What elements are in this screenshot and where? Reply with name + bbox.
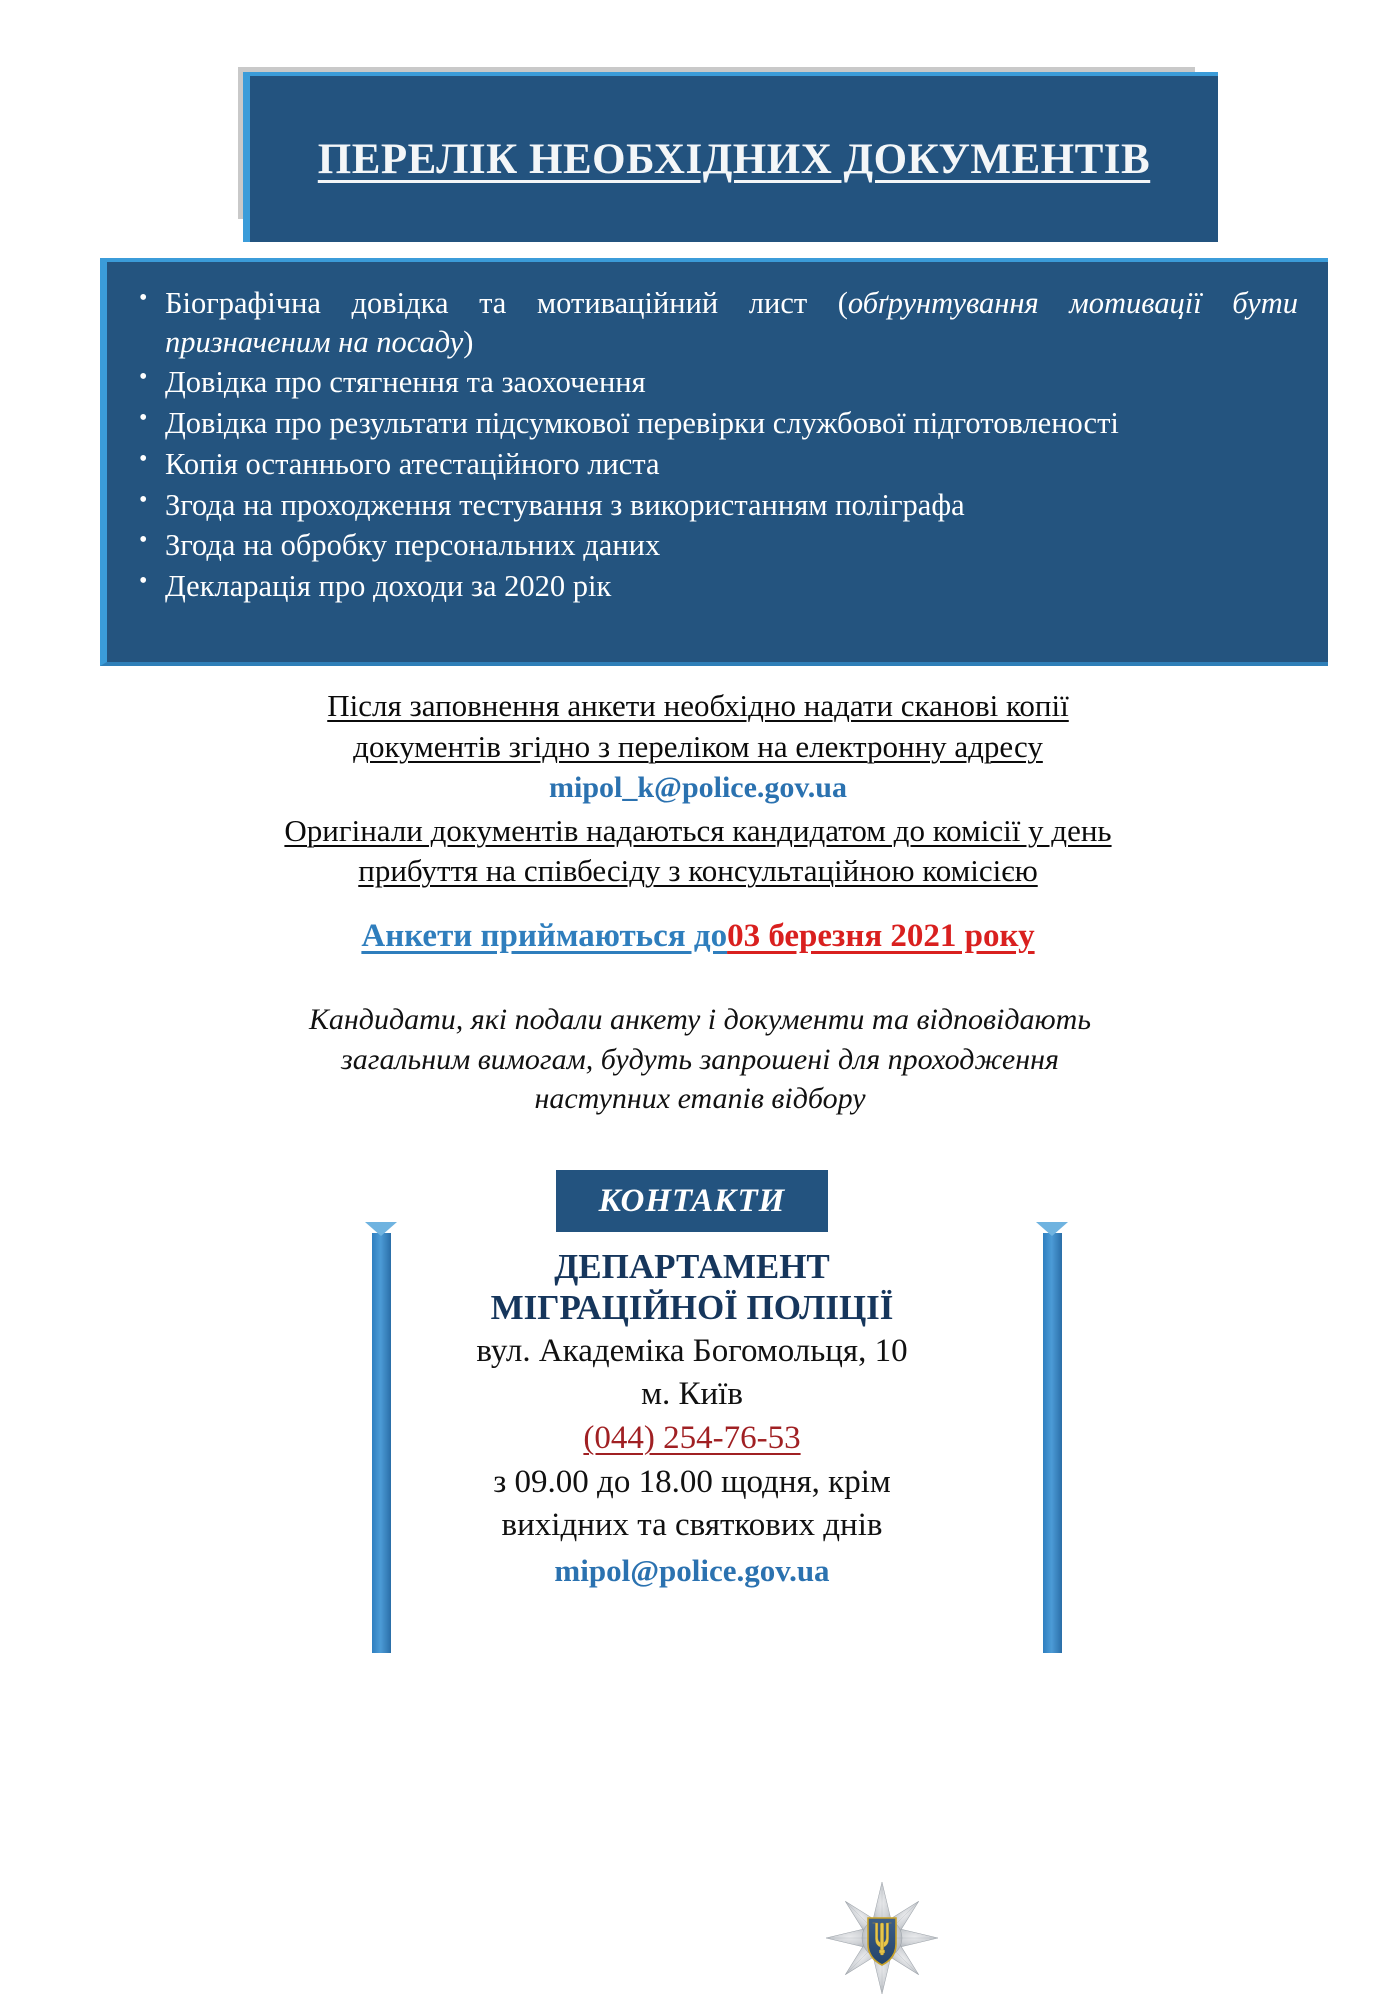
contact-city: м. Київ	[641, 1375, 743, 1412]
submission-instructions	[128, 686, 1268, 892]
note-line-3: наступних етапів відбору	[534, 1082, 866, 1116]
department-line-2: МІГРАЦІЙНОЇ ПОЛІЦІЇ	[490, 1288, 894, 1328]
document-item-text: Згода на обробку персональних даних	[165, 528, 661, 563]
candidates-note	[150, 1000, 1250, 1119]
contacts-section	[0, 1170, 1384, 1592]
originals-line-1: Оригінали документів надаються кандидатом до комісії у день	[284, 812, 1112, 848]
submission-line-2: документів згідно з переліком на електронну адресу	[353, 728, 1043, 764]
list-item	[127, 486, 1298, 525]
list-item	[127, 284, 1298, 361]
document-item-text: Довідка про стягнення та заохочення	[165, 365, 646, 400]
required-documents-list	[127, 284, 1298, 606]
department-name	[0, 1246, 1384, 1329]
contact-hours-line-1: з 09.00 до 18.00 щодня, крім	[493, 1463, 891, 1500]
contact-email-link[interactable]: mipol@police.gov.ua	[554, 1553, 830, 1589]
contact-address: вул. Академіка Богомольця, 10	[476, 1332, 908, 1369]
page-title-banner	[243, 72, 1218, 242]
originals-line-2: прибуття на співбесіду з консультаційною комісією	[358, 853, 1038, 889]
contact-hours-line-2: вихідних та святкових днів	[501, 1507, 883, 1544]
police-emblem	[822, 1878, 942, 1998]
list-item	[127, 363, 1298, 402]
list-item	[127, 567, 1298, 606]
submission-line-1: Після заповнення анкети необхідно надати сканові копії	[327, 688, 1069, 723]
list-item	[127, 445, 1298, 484]
document-item-text: Довідка про результати підсумкової перевірки службової підготовленості	[165, 406, 1119, 441]
national-police-emblem-icon	[822, 1878, 942, 1998]
list-item	[127, 526, 1298, 565]
document-item-tail: )	[463, 324, 474, 359]
contact-phone[interactable]: (044) 254-76-53	[583, 1420, 801, 1457]
note-line-2: загальним вимогам, будуть запрошені для проходження	[341, 1042, 1059, 1076]
required-documents-box	[100, 258, 1328, 666]
document-item-text: Біографічна довідка та мотиваційний лист (	[165, 286, 848, 320]
contacts-badge	[556, 1170, 828, 1232]
list-item	[127, 404, 1298, 443]
contacts-badge-label: КОНТАКТИ	[598, 1182, 786, 1219]
deadline-prefix: Анкети приймаються до	[361, 918, 728, 954]
submission-email-link[interactable]: mipol_k@police.gov.ua	[549, 771, 847, 805]
page-title: ПЕРЕЛІК НЕОБХІДНИХ ДОКУМЕНТІВ	[317, 135, 1151, 183]
application-deadline	[128, 915, 1268, 958]
document-item-emphasis: обґрунтування мотивації бути призначеним на посаду	[165, 286, 1298, 359]
document-item-text: Згода на проходження тестування з використанням поліграфа	[165, 487, 965, 522]
document-item-text: Копія останнього атестаційного листа	[165, 446, 660, 481]
document-item-text: Декларація про доходи за 2020 рік	[165, 569, 612, 604]
deadline-date: 03 березня 2021 року	[727, 918, 1035, 954]
department-line-1: ДЕПАРТАМЕНТ	[554, 1247, 830, 1286]
note-line-1: Кандидати, які подали анкету і документи та відповідають	[308, 1003, 1091, 1036]
